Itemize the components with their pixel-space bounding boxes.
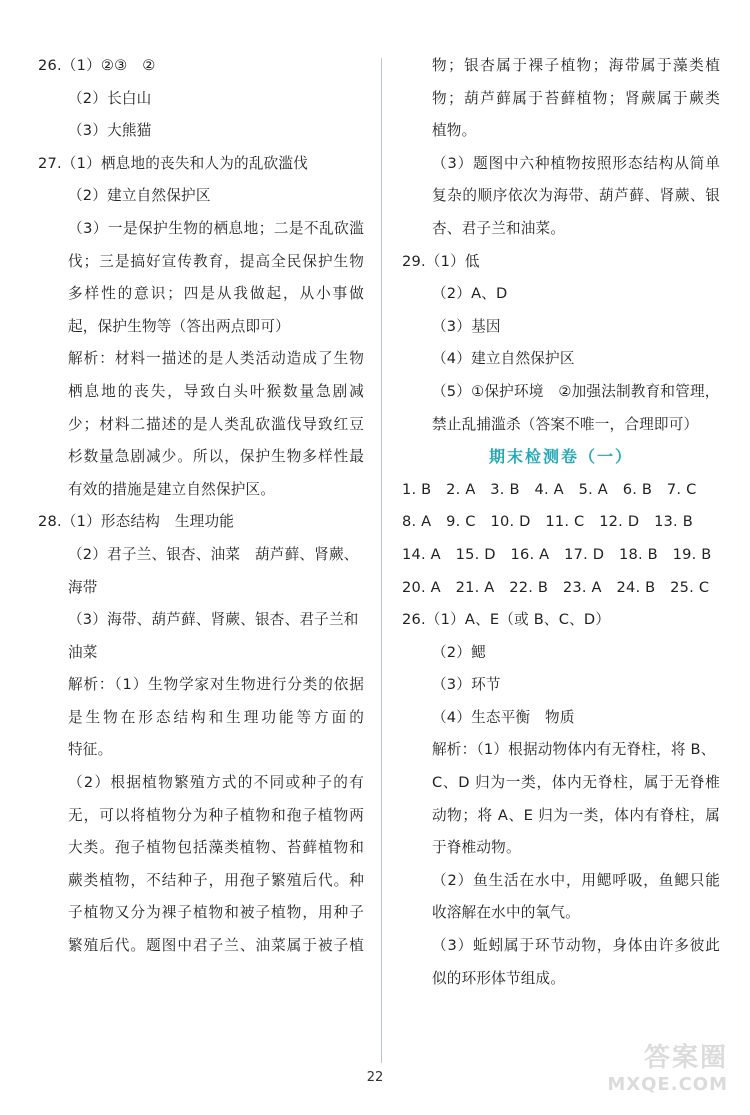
text-line: 物；银杏属于裸子植物；海带属于藻类植: [432, 57, 720, 74]
text-line: 20. A 21. A 22. B 23. A 24. B 25. C: [402, 578, 710, 596]
text-line: 26.（1）A、E（或 B、C、D）: [402, 611, 611, 629]
text-line: 大类。孢子植物包括藻类植物、苔藓植物和: [68, 839, 364, 857]
text-line: 少；材料二描述的是人类乱砍滥伐导致红豆: [68, 415, 364, 433]
text-line: （5）①保护环境 ②加强法制教育和管理，: [432, 382, 720, 400]
text-line: 27.（1）栖息地的丧失和人为的乱砍滥伐: [38, 154, 308, 172]
text-line: （3）一是保护生物的栖息地；二是不乱砍滥: [68, 219, 364, 237]
text-line: 物；葫芦藓属于苔藓植物；肾蕨属于蕨类: [432, 89, 720, 107]
text-line: 多样性的意识；四是从我做起，从小事做: [68, 285, 364, 303]
text-line: （2）建立自然保护区: [68, 187, 211, 205]
watermark-bottom: MXQE.COM: [607, 1074, 728, 1095]
text-line: 蕨类植物，不结种子，用孢子繁殖后代。种: [68, 871, 364, 889]
text-line: 植物。: [432, 122, 477, 140]
text-line: 子植物又分为裸子植物和被子植物，用种子: [68, 904, 364, 922]
text-line: C、D 归为一类，体内无脊柱，属于无脊椎: [432, 774, 720, 792]
text-line: （3）大熊猫: [68, 122, 152, 140]
text-line: 禁止乱捕滥杀（答案不唯一，合理即可）: [432, 415, 699, 433]
text-line: 8. A 9. C 10. D 11. C 12. D 13. B: [402, 513, 693, 531]
text-line: 解析：材料一描述的是人类活动造成了生物: [68, 350, 364, 368]
text-line: 繁殖后代。题图中君子兰、油菜属于被子植: [68, 937, 364, 955]
text-line: 无，可以将植物分为种子植物和孢子植物两: [68, 806, 364, 824]
text-line: 是生物在形态结构和生理功能等方面的: [68, 708, 364, 726]
text-line: 有效的措施是建立自然保护区。: [68, 480, 276, 498]
text-line: 起，保护生物等（答出两点即可）: [68, 317, 290, 335]
text-line: 于脊椎动物。: [432, 839, 521, 857]
text-line: 动物；将 A、E 归为一类，体内有脊柱，属: [432, 806, 720, 824]
text-line: （3）基因: [432, 317, 501, 335]
text-line: 解析：（1）生物学家对生物进行分类的依据: [68, 676, 364, 694]
watermark-top: 答案圈: [643, 1043, 728, 1073]
left-column: [38, 50, 364, 963]
text-line: （2）鳃: [432, 643, 486, 661]
text-line: （3）题图中六种植物按照形态结构从简单: [432, 154, 720, 172]
text-line: （4）建立自然保护区: [432, 350, 575, 368]
text-line: 复杂的顺序依次为海带、葫芦藓、肾蕨、银: [432, 187, 720, 205]
text-line: 似的环形体节组成。: [432, 969, 566, 987]
text-line: 14. A 15. D 16. A 17. D 18. B 19. B: [402, 545, 712, 563]
text-line: 油菜: [68, 643, 98, 661]
text-line: 26.（1）②③ ②: [38, 57, 156, 74]
section-title: 期末检测卷（一）: [488, 447, 633, 467]
text-line: （2）长白山: [68, 89, 152, 107]
text-line: （3）蚯蚓属于环节动物，身体由许多彼此: [432, 937, 720, 955]
text-line: （3）海带、葫芦藓、肾蕨、银杏、君子兰和: [68, 611, 359, 629]
page-number: 22: [366, 1070, 384, 1085]
text-line: 杏、君子兰和油菜。: [432, 219, 566, 237]
text-line: 栖息地的丧失，导致白头叶猴数量急剧减: [68, 382, 364, 400]
text-line: （2）A、D: [432, 285, 508, 303]
text-line: 特征。: [68, 741, 113, 759]
right-column: [402, 50, 720, 995]
text-line: 29.（1）低: [402, 252, 480, 270]
text-line: 解析：（1）根据动物体内有无脊柱，将 B、: [432, 741, 716, 759]
text-line: 伐；三是搞好宣传教育，提高全民保护生物: [68, 252, 364, 270]
text-line: 28.（1）形态结构 生理功能: [38, 513, 235, 531]
watermark-logo: [598, 1037, 728, 1107]
text-line: 收溶解在水中的氧气。: [432, 904, 580, 922]
text-line: （2）君子兰、银杏、油菜 葫芦藓、肾蕨、: [68, 545, 359, 563]
text-line: （4）生态平衡 物质: [432, 708, 575, 726]
column-divider: [381, 58, 382, 1063]
text-line: （3）环节: [432, 676, 501, 694]
text-line: （2）根据植物繁殖方式的不同或种子的有: [68, 774, 364, 792]
text-line: 海带: [68, 578, 98, 596]
text-line: （2）鱼生活在水中，用鳃呼吸，鱼鳃只能: [432, 871, 720, 889]
text-line: 1. B 2. A 3. B 4. A 5. A 6. B 7. C: [402, 480, 697, 498]
text-line: 杉数量急剧减少。所以，保护生物多样性最: [68, 448, 364, 466]
